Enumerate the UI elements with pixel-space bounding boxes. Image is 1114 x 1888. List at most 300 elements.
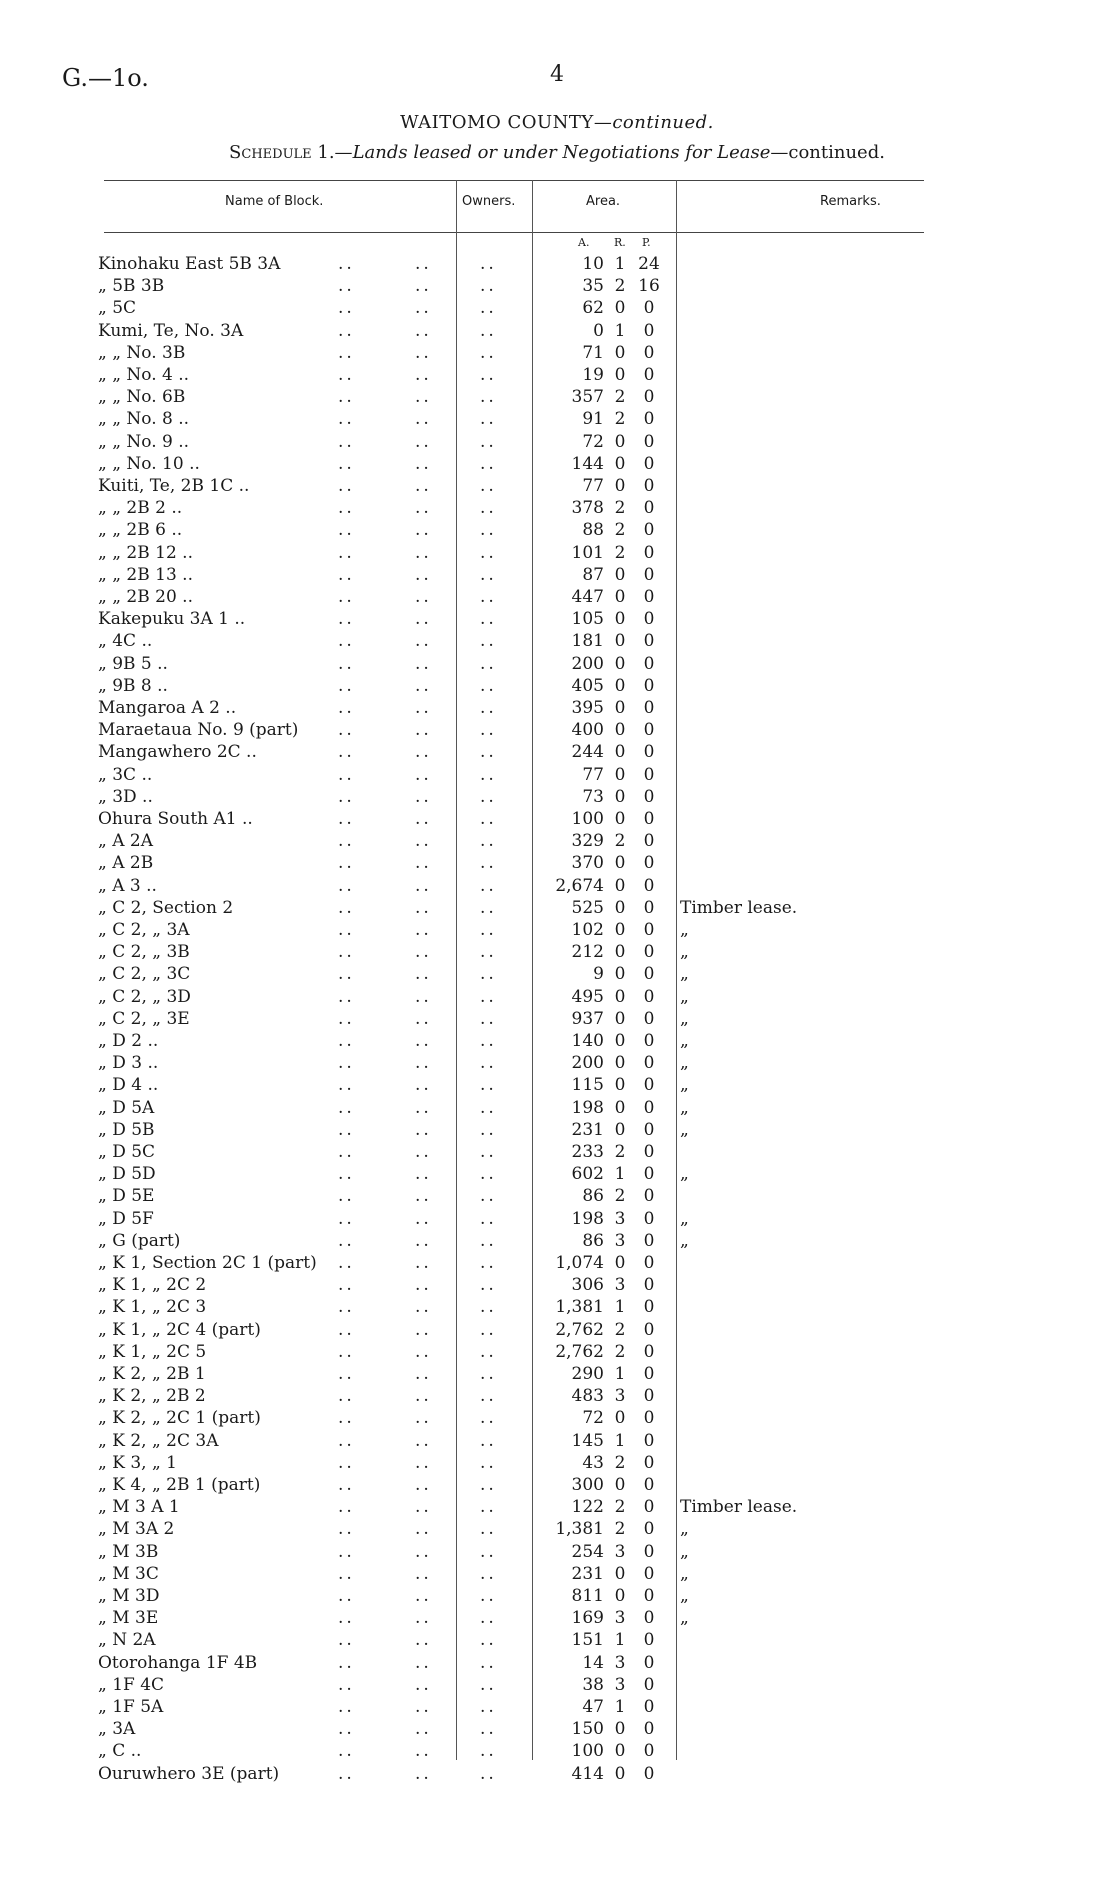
table-row <box>0 1408 1114 1430</box>
area-acres: 198 <box>571 1208 604 1229</box>
area-acres: 151 <box>571 1630 604 1651</box>
leader-dots: .. <box>338 387 355 408</box>
leader-dots: .. <box>338 1541 355 1562</box>
area-acres: 38 <box>582 1674 604 1695</box>
area-perches: 0 <box>643 320 655 341</box>
leader-dots: .. <box>338 1341 355 1362</box>
table-row <box>0 676 1114 698</box>
area-perches: 24 <box>638 254 660 274</box>
leader-dots: .. <box>480 1364 497 1384</box>
leader-dots: .. <box>480 1408 497 1429</box>
leader-dots: .. <box>415 453 432 474</box>
block-name: „ M 3D <box>98 1586 160 1606</box>
leader-dots: .. <box>415 1630 432 1651</box>
leader-dots: .. <box>338 1563 355 1584</box>
area-perches: 0 <box>643 476 655 496</box>
leader-dots: .. <box>338 875 355 896</box>
leader-dots: .. <box>480 653 497 674</box>
area-roods: 0 <box>614 365 626 385</box>
leader-dots: .. <box>338 542 355 563</box>
area-perches: 0 <box>643 342 655 363</box>
leader-dots: .. <box>338 564 355 585</box>
leader-dots: .. <box>338 1586 355 1606</box>
block-name: „ 3D .. <box>98 786 153 807</box>
leader-dots: .. <box>480 431 497 452</box>
area-acres: 62 <box>582 298 604 319</box>
area-perches: 0 <box>643 1497 655 1518</box>
table-row <box>0 898 1114 920</box>
area-roods: 3 <box>614 1652 626 1673</box>
leader-dots: .. <box>480 764 497 785</box>
area-acres: 1,074 <box>555 1253 604 1273</box>
leader-dots: .. <box>415 1031 432 1051</box>
area-perches: 0 <box>643 1652 655 1673</box>
leader-dots: .. <box>415 1319 432 1340</box>
table-row <box>0 1475 1114 1497</box>
area-roods: 0 <box>614 809 626 829</box>
leader-dots: .. <box>480 387 497 408</box>
block-name: „ C 2, „ 3D <box>98 986 191 1007</box>
block-name: „ C 2, Section 2 <box>98 897 234 918</box>
table-row <box>0 1386 1114 1408</box>
leader-dots: .. <box>415 1075 432 1096</box>
area-acres: 244 <box>571 742 604 763</box>
leader-dots: .. <box>480 1586 497 1606</box>
table-row <box>0 1075 1114 1097</box>
leader-dots: .. <box>480 320 497 341</box>
area-roods: 0 <box>614 1763 626 1784</box>
area-acres: 105 <box>571 609 604 630</box>
leader-dots: .. <box>480 897 497 918</box>
leader-dots: .. <box>480 498 497 519</box>
leader-dots: .. <box>415 1763 432 1784</box>
area-roods: 1 <box>614 1164 626 1185</box>
leader-dots: .. <box>415 1142 432 1162</box>
area-roods: 3 <box>614 1275 626 1296</box>
area-acres: 101 <box>571 542 604 563</box>
area-roods: 0 <box>614 1586 626 1606</box>
block-name: „ C .. <box>98 1741 142 1762</box>
leader-dots: .. <box>480 409 497 430</box>
table-row <box>0 698 1114 720</box>
area-perches: 0 <box>643 1475 655 1495</box>
leader-dots: .. <box>480 609 497 630</box>
block-name: Mangaroa A 2 .. <box>98 698 237 718</box>
area-roods: 0 <box>614 897 626 918</box>
area-perches: 0 <box>643 742 655 763</box>
table-row <box>0 1364 1114 1386</box>
area-perches: 0 <box>643 365 655 385</box>
area-roods: 0 <box>614 786 626 807</box>
leader-dots: .. <box>338 1475 355 1495</box>
leader-dots: .. <box>480 1475 497 1495</box>
block-name: „ C 2, „ 3A <box>98 920 190 940</box>
table-row <box>0 432 1114 454</box>
leader-dots: .. <box>480 1186 497 1207</box>
area-roods: 0 <box>614 609 626 630</box>
remarks-cell: „ <box>680 1586 689 1606</box>
leader-dots: .. <box>338 897 355 918</box>
table-row <box>0 1098 1114 1120</box>
leader-dots: .. <box>338 1031 355 1051</box>
area-roods: 0 <box>614 875 626 896</box>
area-acres: 937 <box>571 1008 604 1029</box>
header-roods: R. <box>614 236 626 249</box>
area-acres: 115 <box>571 1075 604 1096</box>
table-row <box>0 942 1114 964</box>
header-top-rule <box>104 180 924 181</box>
table-row <box>0 1431 1114 1453</box>
remarks-cell: „ <box>680 1031 689 1051</box>
area-roods: 0 <box>614 1253 626 1273</box>
leader-dots: .. <box>415 1164 432 1185</box>
leader-dots: .. <box>338 853 355 874</box>
area-roods: 0 <box>614 920 626 940</box>
table-row <box>0 1653 1114 1675</box>
area-acres: 378 <box>571 498 604 519</box>
area-acres: 2,674 <box>555 875 604 896</box>
area-acres: 0 <box>593 320 604 341</box>
area-roods: 2 <box>614 831 626 852</box>
leader-dots: .. <box>480 564 497 585</box>
leader-dots: .. <box>338 986 355 1007</box>
area-acres: 145 <box>571 1430 604 1451</box>
leader-dots: .. <box>480 1053 497 1074</box>
area-roods: 0 <box>614 1408 626 1429</box>
area-perches: 0 <box>643 1008 655 1029</box>
area-roods: 1 <box>614 1630 626 1651</box>
leader-dots: .. <box>338 1741 355 1762</box>
leader-dots: .. <box>338 1297 355 1318</box>
remarks-cell: „ <box>680 920 689 940</box>
area-acres: 14 <box>582 1652 604 1673</box>
block-name: „ „ No. 3B <box>98 342 186 363</box>
leader-dots: .. <box>415 986 432 1007</box>
block-name: „ K 1, „ 2C 5 <box>98 1341 207 1362</box>
leader-dots: .. <box>480 675 497 696</box>
area-acres: 483 <box>571 1386 604 1407</box>
area-acres: 86 <box>582 1230 604 1251</box>
area-acres: 525 <box>571 897 604 918</box>
area-perches: 0 <box>643 1563 655 1584</box>
county-title-suffix: —continued. <box>593 112 714 133</box>
table-row <box>0 987 1114 1009</box>
block-name: Ouruwhero 3E (part) <box>98 1763 280 1784</box>
area-acres: 405 <box>571 675 604 696</box>
leader-dots: .. <box>480 298 497 319</box>
leader-dots: .. <box>338 1119 355 1140</box>
area-perches: 0 <box>643 1452 655 1473</box>
area-acres: 10 <box>582 254 604 274</box>
area-acres: 254 <box>571 1541 604 1562</box>
leader-dots: .. <box>338 609 355 630</box>
area-acres: 86 <box>582 1186 604 1207</box>
area-perches: 0 <box>643 387 655 408</box>
leader-dots: .. <box>415 476 432 496</box>
leader-dots: .. <box>480 1719 497 1740</box>
leader-dots: .. <box>415 1364 432 1384</box>
leader-dots: .. <box>415 409 432 430</box>
block-name: „ D 4 .. <box>98 1075 159 1096</box>
table-row <box>0 964 1114 986</box>
table-row <box>0 765 1114 787</box>
remarks-cell: Timber lease. <box>680 1497 798 1518</box>
leader-dots: .. <box>480 1452 497 1473</box>
leader-dots: .. <box>338 276 355 297</box>
area-roods: 2 <box>614 409 626 430</box>
area-roods: 0 <box>614 1097 626 1118</box>
leader-dots: .. <box>415 520 432 541</box>
leader-dots: .. <box>338 1230 355 1251</box>
leader-dots: .. <box>415 831 432 852</box>
area-roods: 1 <box>614 254 626 274</box>
block-name: „ C 2, „ 3B <box>98 942 190 963</box>
block-name: „ „ 2B 2 .. <box>98 498 183 519</box>
leader-dots: .. <box>480 920 497 940</box>
leader-dots: .. <box>480 875 497 896</box>
table-row <box>0 498 1114 520</box>
leader-dots: .. <box>480 809 497 829</box>
leader-dots: .. <box>480 276 497 297</box>
leader-dots: .. <box>415 254 432 274</box>
leader-dots: .. <box>338 1452 355 1473</box>
block-name: „ D 5E <box>98 1186 155 1207</box>
leader-dots: .. <box>338 498 355 519</box>
leader-dots: .. <box>480 1208 497 1229</box>
area-acres: 87 <box>582 564 604 585</box>
area-roods: 0 <box>614 431 626 452</box>
remarks-cell: „ <box>680 1519 689 1540</box>
area-perches: 0 <box>643 1164 655 1185</box>
area-acres: 198 <box>571 1097 604 1118</box>
area-acres: 47 <box>582 1697 604 1717</box>
table-row <box>0 1053 1114 1075</box>
leader-dots: .. <box>415 609 432 630</box>
area-roods: 1 <box>614 1364 626 1384</box>
leader-dots: .. <box>480 1031 497 1051</box>
area-perches: 0 <box>643 609 655 630</box>
area-perches: 16 <box>638 276 660 297</box>
leader-dots: .. <box>338 786 355 807</box>
area-perches: 0 <box>643 1097 655 1118</box>
area-perches: 0 <box>643 853 655 874</box>
table-row <box>0 631 1114 653</box>
area-perches: 0 <box>643 1430 655 1451</box>
leader-dots: .. <box>338 742 355 763</box>
leader-dots: .. <box>338 1142 355 1162</box>
leader-dots: .. <box>338 631 355 652</box>
leader-dots: .. <box>480 1541 497 1562</box>
area-perches: 0 <box>643 786 655 807</box>
area-roods: 0 <box>614 942 626 963</box>
table-row <box>0 1342 1114 1364</box>
remarks-cell: „ <box>680 1563 689 1584</box>
leader-dots: .. <box>415 1519 432 1540</box>
table-row <box>0 587 1114 609</box>
leader-dots: .. <box>338 1430 355 1451</box>
block-name: „ D 2 .. <box>98 1031 159 1051</box>
table-row <box>0 1630 1114 1652</box>
table-row <box>0 1564 1114 1586</box>
area-perches: 0 <box>643 675 655 696</box>
area-roods: 0 <box>614 764 626 785</box>
block-name: „ K 4, „ 2B 1 (part) <box>98 1475 261 1495</box>
block-name: „ 5B 3B <box>98 276 165 297</box>
area-perches: 0 <box>643 1386 655 1407</box>
table-row <box>0 1519 1114 1541</box>
area-acres: 77 <box>582 476 604 496</box>
leader-dots: .. <box>480 254 497 274</box>
block-name: „ A 2A <box>98 831 153 852</box>
county-title <box>0 112 1114 133</box>
leader-dots: .. <box>338 1253 355 1273</box>
table-row <box>0 1497 1114 1519</box>
leader-dots: .. <box>338 698 355 718</box>
area-acres: 169 <box>571 1608 604 1629</box>
leader-dots: .. <box>415 1097 432 1118</box>
leader-dots: .. <box>480 520 497 541</box>
leader-dots: .. <box>338 1186 355 1207</box>
leader-dots: .. <box>415 742 432 763</box>
leader-dots: .. <box>415 587 432 607</box>
block-name: Kinohaku East 5B 3A <box>98 254 281 274</box>
area-roods: 2 <box>614 1497 626 1518</box>
block-name: „ A 2B <box>98 853 154 874</box>
area-roods: 0 <box>614 1075 626 1096</box>
leader-dots: .. <box>338 254 355 274</box>
area-perches: 0 <box>643 764 655 785</box>
table-row <box>0 1009 1114 1031</box>
block-name: „ „ No. 4 .. <box>98 365 190 385</box>
block-name: Kumi, Te, No. 3A <box>98 320 244 341</box>
block-name: „ „ 2B 20 .. <box>98 587 193 607</box>
block-name: „ „ No. 9 .. <box>98 431 190 452</box>
leader-dots: .. <box>415 387 432 408</box>
table-row <box>0 1675 1114 1697</box>
leader-dots: .. <box>480 1253 497 1273</box>
leader-dots: .. <box>415 809 432 829</box>
area-acres: 19 <box>582 365 604 385</box>
schedule-title-italic: Lands leased or under Negotiations for Lease <box>352 142 771 163</box>
table-row <box>0 787 1114 809</box>
leader-dots: .. <box>415 942 432 963</box>
leader-dots: .. <box>480 942 497 963</box>
area-perches: 0 <box>643 1230 655 1251</box>
table-row <box>0 1231 1114 1253</box>
leader-dots: .. <box>480 1519 497 1540</box>
leader-dots: .. <box>480 1608 497 1629</box>
block-name: „ M 3C <box>98 1563 159 1584</box>
table-row <box>0 565 1114 587</box>
header-area: Area. <box>586 194 621 209</box>
header-owners: Owners. <box>462 194 516 209</box>
block-name: „ K 2, „ 2C 3A <box>98 1430 219 1451</box>
area-roods: 0 <box>614 631 626 652</box>
schedule-title-text: Schedule 1.— <box>229 142 353 163</box>
remarks-cell: „ <box>680 986 689 1007</box>
leader-dots: .. <box>480 631 497 652</box>
area-perches: 0 <box>643 1341 655 1362</box>
area-acres: 2,762 <box>555 1319 604 1340</box>
area-roods: 0 <box>614 564 626 585</box>
block-name: „ 4C .. <box>98 631 153 652</box>
area-perches: 0 <box>643 1630 655 1651</box>
area-acres: 140 <box>571 1031 604 1051</box>
table-row <box>0 1164 1114 1186</box>
area-roods: 0 <box>614 742 626 763</box>
block-name: „ K 1, „ 2C 2 <box>98 1275 207 1296</box>
header-name-of-block: Name of Block. <box>225 194 324 209</box>
leader-dots: .. <box>415 564 432 585</box>
area-perches: 0 <box>643 964 655 985</box>
leader-dots: .. <box>480 1674 497 1695</box>
leader-dots: .. <box>415 1253 432 1273</box>
area-roods: 0 <box>614 587 626 607</box>
leader-dots: .. <box>415 720 432 741</box>
leader-dots: .. <box>480 342 497 363</box>
leader-dots: .. <box>338 1008 355 1029</box>
area-roods: 0 <box>614 675 626 696</box>
remarks-cell: „ <box>680 1164 689 1185</box>
area-perches: 0 <box>643 1208 655 1229</box>
area-acres: 306 <box>571 1275 604 1296</box>
table-row <box>0 1209 1114 1231</box>
leader-dots: .. <box>415 1430 432 1451</box>
block-name: Kakepuku 3A 1 .. <box>98 609 246 630</box>
area-perches: 0 <box>643 1719 655 1740</box>
leader-dots: .. <box>338 1608 355 1629</box>
leader-dots: .. <box>338 1208 355 1229</box>
area-acres: 300 <box>571 1475 604 1495</box>
area-perches: 0 <box>643 1741 655 1762</box>
area-perches: 0 <box>643 1763 655 1784</box>
area-acres: 370 <box>571 853 604 874</box>
leader-dots: .. <box>480 1430 497 1451</box>
area-acres: 811 <box>571 1586 604 1606</box>
area-roods: 3 <box>614 1230 626 1251</box>
table-row <box>0 1142 1114 1164</box>
area-roods: 1 <box>614 1430 626 1451</box>
leader-dots: .. <box>415 764 432 785</box>
leader-dots: .. <box>415 1586 432 1606</box>
area-roods: 0 <box>614 964 626 985</box>
area-acres: 100 <box>571 809 604 829</box>
area-perches: 0 <box>643 831 655 852</box>
leader-dots: .. <box>415 1563 432 1584</box>
leader-dots: .. <box>415 1053 432 1074</box>
area-perches: 0 <box>643 1408 655 1429</box>
area-perches: 0 <box>643 298 655 319</box>
leader-dots: .. <box>415 1674 432 1695</box>
area-acres: 495 <box>571 986 604 1007</box>
leader-dots: .. <box>338 809 355 829</box>
table-row <box>0 1186 1114 1208</box>
leader-dots: .. <box>338 964 355 985</box>
table-row <box>0 1586 1114 1608</box>
area-perches: 0 <box>643 1586 655 1606</box>
leader-dots: .. <box>415 1697 432 1717</box>
area-acres: 231 <box>571 1119 604 1140</box>
table-row <box>0 1741 1114 1763</box>
area-perches: 0 <box>643 920 655 940</box>
area-perches: 0 <box>643 409 655 430</box>
header-remarks: Remarks. <box>820 194 881 209</box>
table-row <box>0 1453 1114 1475</box>
leader-dots: .. <box>480 587 497 607</box>
table-row <box>0 321 1114 343</box>
leader-dots: .. <box>415 298 432 319</box>
table-row <box>0 920 1114 942</box>
